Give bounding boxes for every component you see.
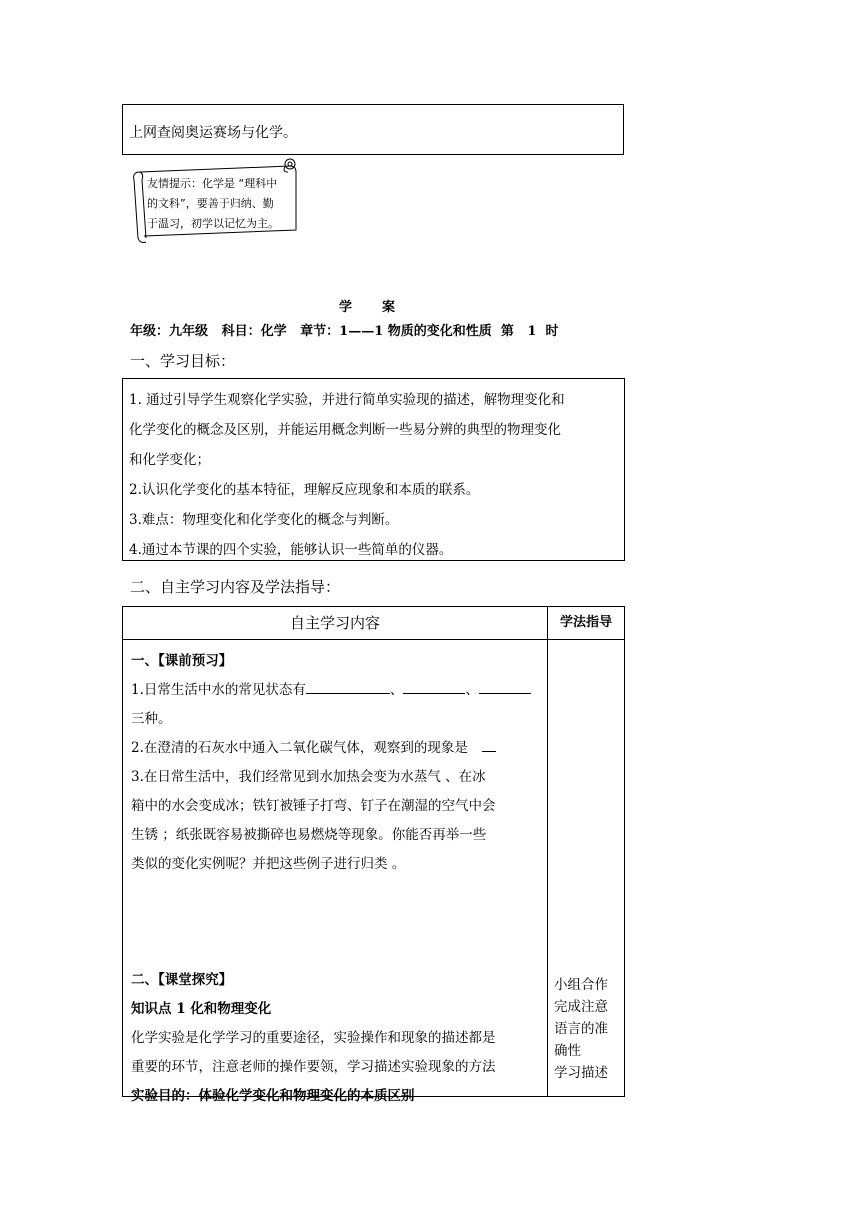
question-3c: 生锈 ；纸张既容易被撕碎也易燃烧等现象。你能否再举一些 xyxy=(131,827,487,843)
header-guidance: 学法指导 xyxy=(559,615,612,630)
tip-line-2: 的文科”，要善于归纳、勤 xyxy=(147,197,274,210)
section-goals-heading: 一、学习目标： xyxy=(130,352,236,370)
study-table xyxy=(122,606,625,1104)
homework-box xyxy=(122,104,624,155)
blank-2[interactable] xyxy=(403,679,465,694)
guidance-line-2: 完成注意 xyxy=(554,999,608,1015)
question-3b: 箱中的水会变成冰；铁钉被锤子打弯、钉子在潮湿的空气中会 xyxy=(131,798,496,814)
goal-1c: 和化学变化； xyxy=(129,452,210,468)
goals-box xyxy=(122,378,625,561)
sep-2: 、 xyxy=(465,682,479,698)
goal-1a: 1. 通过引导学生观察化学实验，并进行简单实验现的描述，解物理变化和 xyxy=(129,392,565,408)
knowledge-point-1: 知识点 1 化和物理变化 xyxy=(131,1001,272,1017)
tip-scroll xyxy=(130,158,298,244)
answer-space[interactable] xyxy=(131,879,541,966)
explore-heading: 二、【课堂探究】 xyxy=(131,972,233,988)
experiment-aim: 实验目的：体验化学变化和物理变化的本质区别 xyxy=(131,1088,415,1104)
guidance-notes xyxy=(554,974,622,1084)
tip-line-1: 友情提示：化学是 “理科中 xyxy=(147,177,278,190)
tip-line-3: 于温习，初学以记忆为主。 xyxy=(147,217,279,230)
preview-heading: 一、【课前预习】 xyxy=(131,653,233,669)
question-1 xyxy=(131,676,541,705)
question-1-end: 三种。 xyxy=(131,711,172,727)
table-content xyxy=(131,647,541,1111)
doc-title: 学案 xyxy=(339,300,426,315)
paragraph-2: 重要的环节，注意老师的操作要领，学习描述实验现象的方法 xyxy=(131,1059,496,1075)
homework-text: 上网查阅奥运赛场与化学。 xyxy=(129,125,297,141)
question-2-text: 2.在澄清的石灰水中通入二氧化碳气体，观察到的现象是 xyxy=(131,740,468,756)
paragraph-1: 化学实验是化学学习的重要途径，实验操作和现象的描述都是 xyxy=(131,1030,496,1046)
guidance-line-1: 小组合作 xyxy=(554,977,608,993)
column-divider xyxy=(547,607,548,1096)
section-study-heading: 二、自主学习内容及学法指导： xyxy=(130,578,341,596)
guidance-line-4: 确性 xyxy=(554,1043,581,1059)
blank-4[interactable] xyxy=(482,737,496,752)
question-3d: 类似的变化实例呢？并把这些例子进行归类 。 xyxy=(131,856,406,872)
question-3a: 3.在日常生活中，我们经常见到水加热会变为水蒸气 、在冰 xyxy=(131,769,486,785)
blank-3[interactable] xyxy=(479,679,531,694)
question-1-text: 1.日常生活中水的常见状态有 xyxy=(131,682,306,698)
header-content: 自主学习内容 xyxy=(289,614,380,632)
goal-3: 3.难点：物理变化和化学变化的概念与判断。 xyxy=(129,512,399,528)
sep-1: 、 xyxy=(389,682,404,698)
goal-2: 2.认识化学变化的基本特征，理解反应现象和本质的联系。 xyxy=(129,482,480,498)
goal-1b: 化学变化的概念及区别，并能运用概念判断一些易分辨的典型的物理变化 xyxy=(129,422,561,438)
guidance-line-3: 语言的准 xyxy=(554,1021,608,1037)
doc-meta: 年级：九年级 科目：化学 章节：1——1 物质的变化和性质 第 1 时 xyxy=(130,324,559,339)
guidance-line-5: 学习描述 xyxy=(554,1065,608,1081)
goal-4: 4.通过本节课的四个实验，能够认识一些简单的仪器。 xyxy=(129,542,453,558)
question-2 xyxy=(131,734,541,763)
blank-1[interactable] xyxy=(306,679,390,694)
header-divider xyxy=(123,639,624,640)
